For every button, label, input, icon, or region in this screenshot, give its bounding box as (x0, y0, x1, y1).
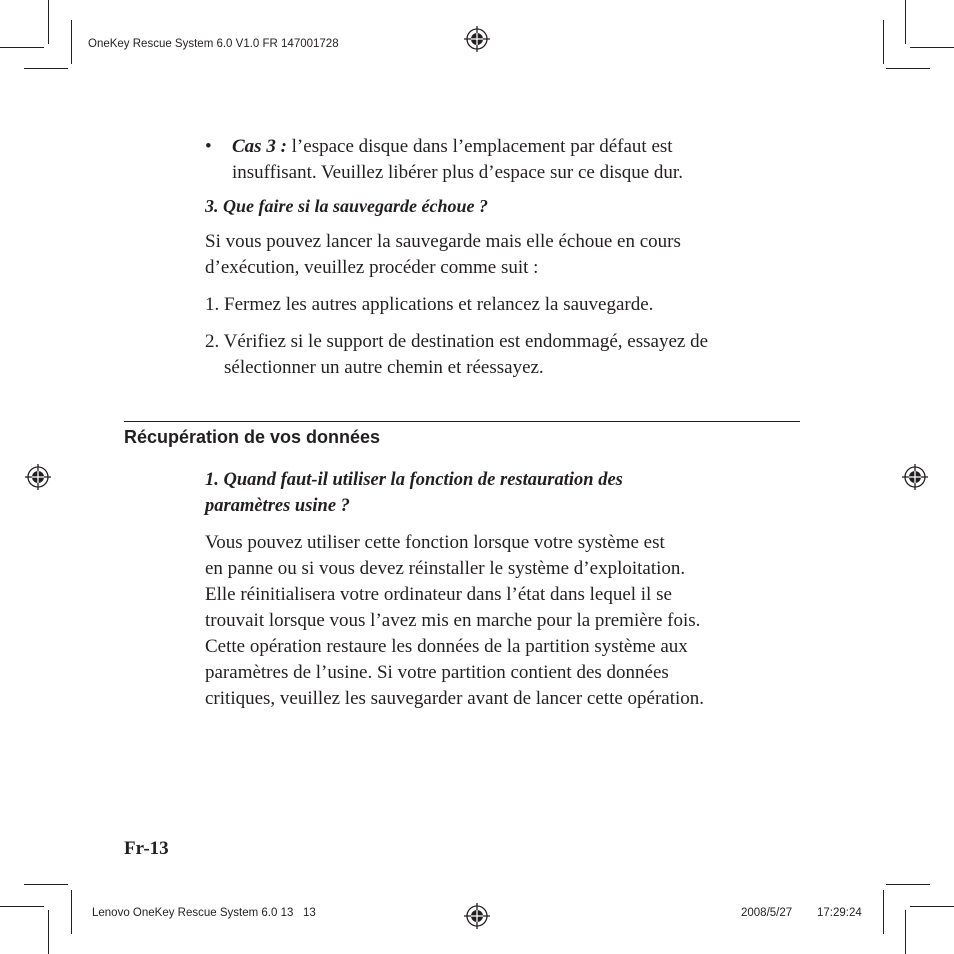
bullet-label: Cas 3 : (232, 136, 287, 157)
slug-bottom-time: 17:29:24 (817, 907, 862, 919)
crop-mark-icon (905, 0, 906, 44)
crop-mark-icon (24, 68, 68, 69)
crop-mark-icon (48, 0, 49, 44)
registration-mark-icon (464, 26, 490, 52)
crop-mark-icon (883, 890, 884, 934)
q3-paragraph-line1: Si vous pouvez lancer la sauvegarde mais elle échoue en cours (205, 231, 681, 252)
bullet-text-line2: insuffisant. Veuillez libérer plus d’espace sur ce disque dur. (232, 162, 683, 183)
bullet-text-line1: l’espace disque dans l’emplacement par défaut est (286, 136, 673, 157)
bullet-item (232, 134, 673, 160)
page-number: Fr-13 (124, 838, 169, 859)
registration-mark-icon (25, 464, 51, 490)
q3-paragraph-line2: d’exécution, veuillez procéder comme suit : (205, 257, 539, 278)
bullet-marker: • (205, 136, 212, 157)
q3-heading: 3. Que faire si la sauvegarde échoue ? (205, 196, 488, 216)
crop-mark-icon (0, 47, 44, 48)
slug-top: OneKey Rescue System 6.0 V1.0 FR 147001728 (88, 38, 339, 50)
q3-step-2-line1: 2. Vérifiez si le support de destination est endommagé, essayez de (205, 331, 708, 352)
q3-step-1: 1. Fermez les autres applications et relancez la sauvegarde. (205, 294, 654, 315)
crop-mark-icon (883, 20, 884, 64)
crop-mark-icon (886, 68, 930, 69)
crop-mark-icon (71, 20, 72, 64)
q1-heading-line1: 1. Quand faut-il utiliser la fonction de restauration des (205, 470, 623, 490)
q1-paragraph-line: paramètres de l’usine. Si votre partition contient des données (205, 662, 669, 683)
q1-paragraph-line: Vous pouvez utiliser cette fonction lorsque votre système est (205, 532, 665, 553)
crop-mark-icon (48, 910, 49, 954)
section-rule (124, 421, 800, 422)
crop-mark-icon (71, 890, 72, 934)
q1-paragraph-line: Elle réinitialisera votre ordinateur dans l’état dans lequel il se (205, 584, 672, 605)
slug-bottom-date: 2008/5/27 (741, 907, 793, 919)
q1-paragraph-line: trouvait lorsque vous l’avez mis en marche pour la première fois. (205, 610, 701, 631)
crop-mark-icon (905, 910, 906, 954)
registration-mark-icon (902, 464, 928, 490)
crop-mark-icon (910, 906, 954, 907)
crop-mark-icon (0, 906, 44, 907)
crop-mark-icon (910, 47, 954, 48)
q1-paragraph (205, 530, 704, 712)
crop-mark-icon (886, 884, 930, 885)
q1-paragraph-line: critiques, veuillez les sauvegarder avant de lancer cette opération. (205, 688, 705, 709)
section-title: Récupération de vos données (124, 427, 381, 447)
q1-paragraph-line: en panne ou si vous devez réinstaller le système d’exploitation. (205, 558, 686, 579)
q1-paragraph-line: Cette opération restaure les données de la partition système aux (205, 636, 688, 657)
slug-bottom-left: Lenovo OneKey Rescue System 6.0 13 13 (92, 907, 316, 919)
q1-heading-line2: paramètres usine ? (205, 496, 350, 516)
crop-mark-icon (24, 884, 68, 885)
registration-mark-icon (464, 903, 490, 929)
q3-step-2-line2: sélectionner un autre chemin et réessayez. (224, 357, 544, 378)
